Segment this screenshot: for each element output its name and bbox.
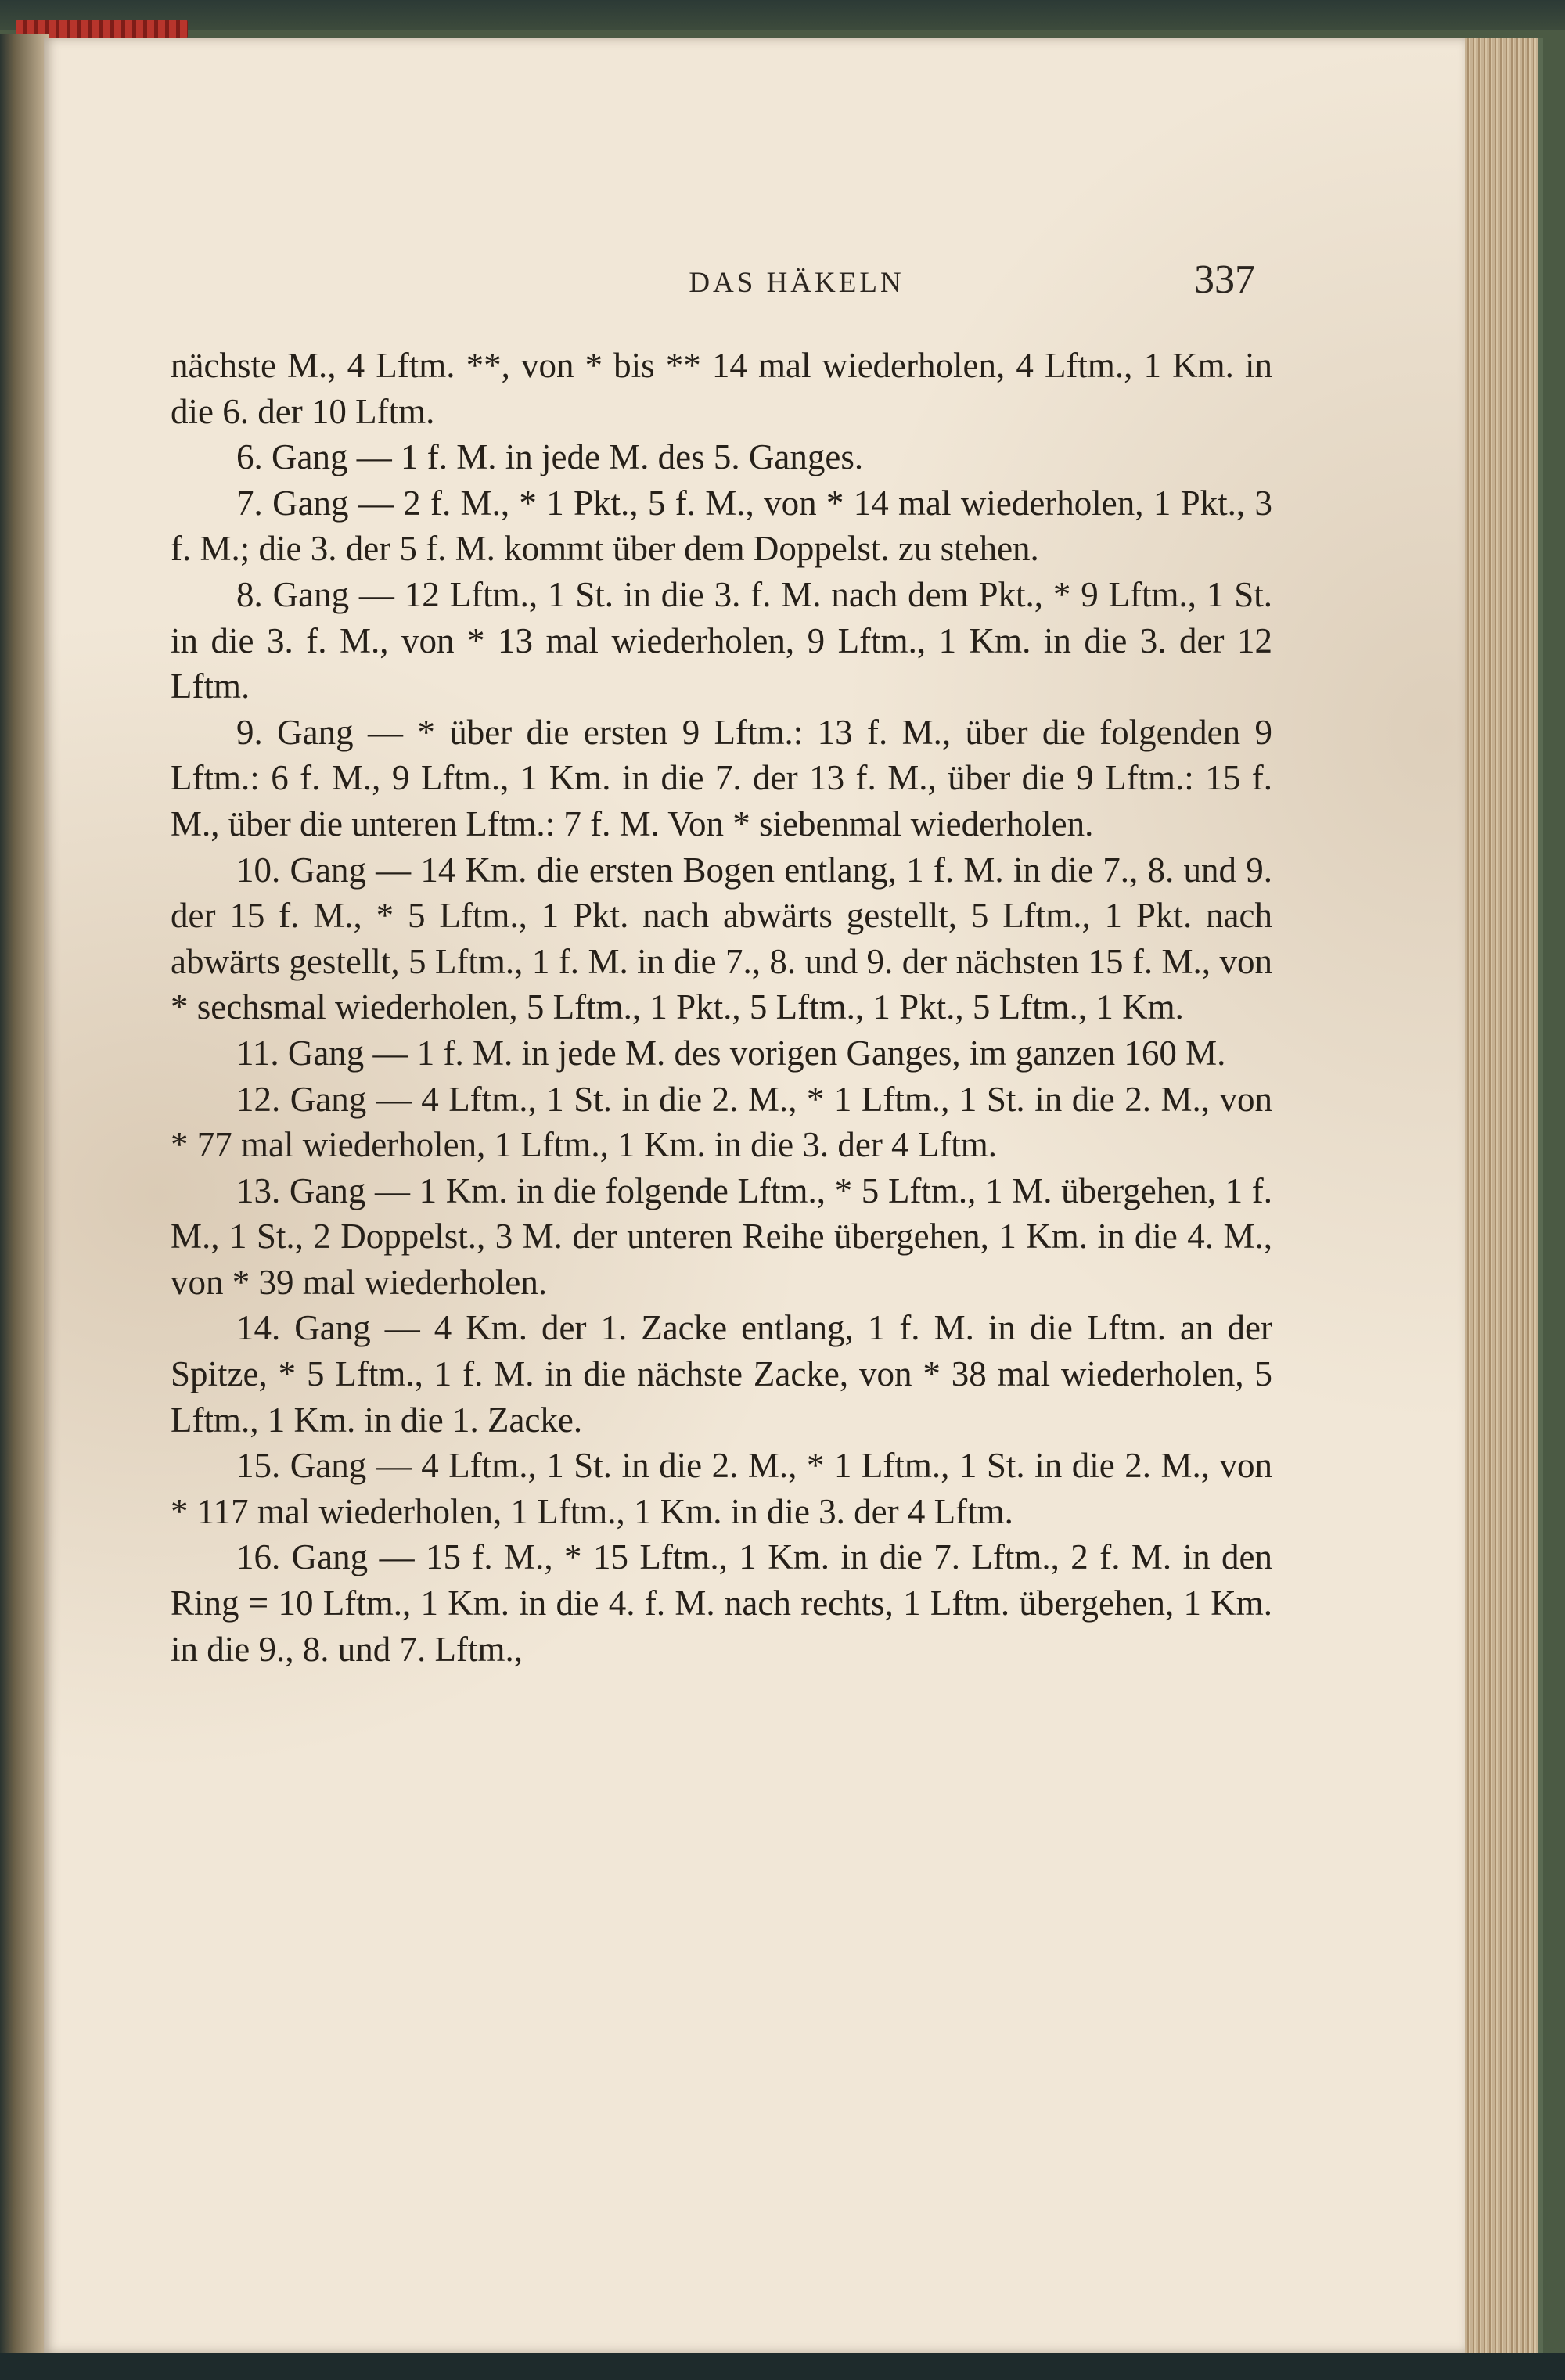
paragraph-gang-10: 10. Gang — 14 Km. die ersten Bogen entlang, 1 f. M. in die 7., 8. und 9. der 15 f. M., * 5 Lftm., 1 Pkt. nach abwärts gestellt, 5 Lftm., 1 Pkt. nach abwärts gestellt, 5 Lftm., 1 f. M. in die 7., 8. und 9. der nächsten 15 f. M., von * sechsmal wiederholen, 5 Lftm., 1 Pkt., 5 Lftm., 1 Pkt., 5 Lftm., 1 Km. (171, 850, 1272, 1027)
page-number: 337 (1194, 257, 1255, 302)
running-title: DAS HÄKELN (689, 267, 905, 299)
body-text (171, 343, 1272, 1672)
paragraph-gang-9: 9. Gang — * über die ersten 9 Lftm.: 13 f. M., über die folgenden 9 Lftm.: 6 f. M., 9 Lftm., 1 Km. in die 7. der 13 f. M., über die 9 Lftm.: 15 f. M., über die unteren Lftm.: 7 f. M. Von * siebenmal wiederholen. (171, 712, 1272, 843)
scan-bottom-edge (0, 2353, 1565, 2380)
paragraph-gang-6: 6. Gang — 1 f. M. in jede M. des 5. Ganges. (236, 437, 864, 477)
paragraph-gang-11: 11. Gang — 1 f. M. in jede M. des vorigen Ganges, im ganzen 160 M. (236, 1033, 1226, 1073)
paragraph-gang-7: 7. Gang — 2 f. M., * 1 Pkt., 5 f. M., von * 14 mal wiederholen, 1 Pkt., 3 f. M.; die 3. der 5 f. M. kommt über dem Doppelst. zu stehen. (171, 483, 1272, 569)
page-header (44, 257, 1465, 321)
paragraph-continuation: nächste M., 4 Lftm. **, von * bis ** 14 mal wiederholen, 4 Lftm., 1 Km. in die 6. der 10 Lftm. (171, 346, 1272, 431)
paragraph-gang-15: 15. Gang — 4 Lftm., 1 St. in die 2. M., * 1 Lftm., 1 St. in die 2. M., von * 117 mal wiederholen, 1 Lftm., 1 Km. in die 3. der 4 Lftm. (171, 1446, 1272, 1531)
paragraph-gang-16: 16. Gang — 15 f. M., * 15 Lftm., 1 Km. in die 7. Lftm., 2 f. M. in den Ring = 10 Lftm., 1 Km. in die 4. f. M. nach rechts, 1 Lftm. übergehen, 1 Km. in die 9., 8. und 7. Lftm., (171, 1537, 1272, 1669)
page-edges (1465, 38, 1543, 2353)
paragraph-gang-13: 13. Gang — 1 Km. in die folgende Lftm., * 5 Lftm., 1 M. übergehen, 1 f. M., 1 St., 2 Doppelst., 3 M. der unteren Reihe übergehen, 1 Km. in die 4. M., von * 39 mal wiederholen. (171, 1170, 1272, 1302)
paragraph-gang-12: 12. Gang — 4 Lftm., 1 St. in die 2. M., * 1 Lftm., 1 St. in die 2. M., von * 77 mal wiederholen, 1 Lftm., 1 Km. in die 3. der 4 Lftm. (171, 1079, 1272, 1165)
paragraph-gang-14: 14. Gang — 4 Km. der 1. Zacke entlang, 1 f. M. in die Lftm. an der Spitze, * 5 Lftm., 1 f. M. in die nächste Zacke, von * 38 mal wiederholen, 5 Lftm., 1 Km. in die 1. Zacke. (171, 1308, 1272, 1440)
book-spine-gutter (0, 34, 49, 2380)
paragraph-gang-8: 8. Gang — 12 Lftm., 1 St. in die 3. f. M. nach dem Pkt., * 9 Lftm., 1 St. in die 3. f. M., von * 13 mal wiederholen, 9 Lftm., 1 Km. in die 3. der 12 Lftm. (171, 574, 1272, 706)
